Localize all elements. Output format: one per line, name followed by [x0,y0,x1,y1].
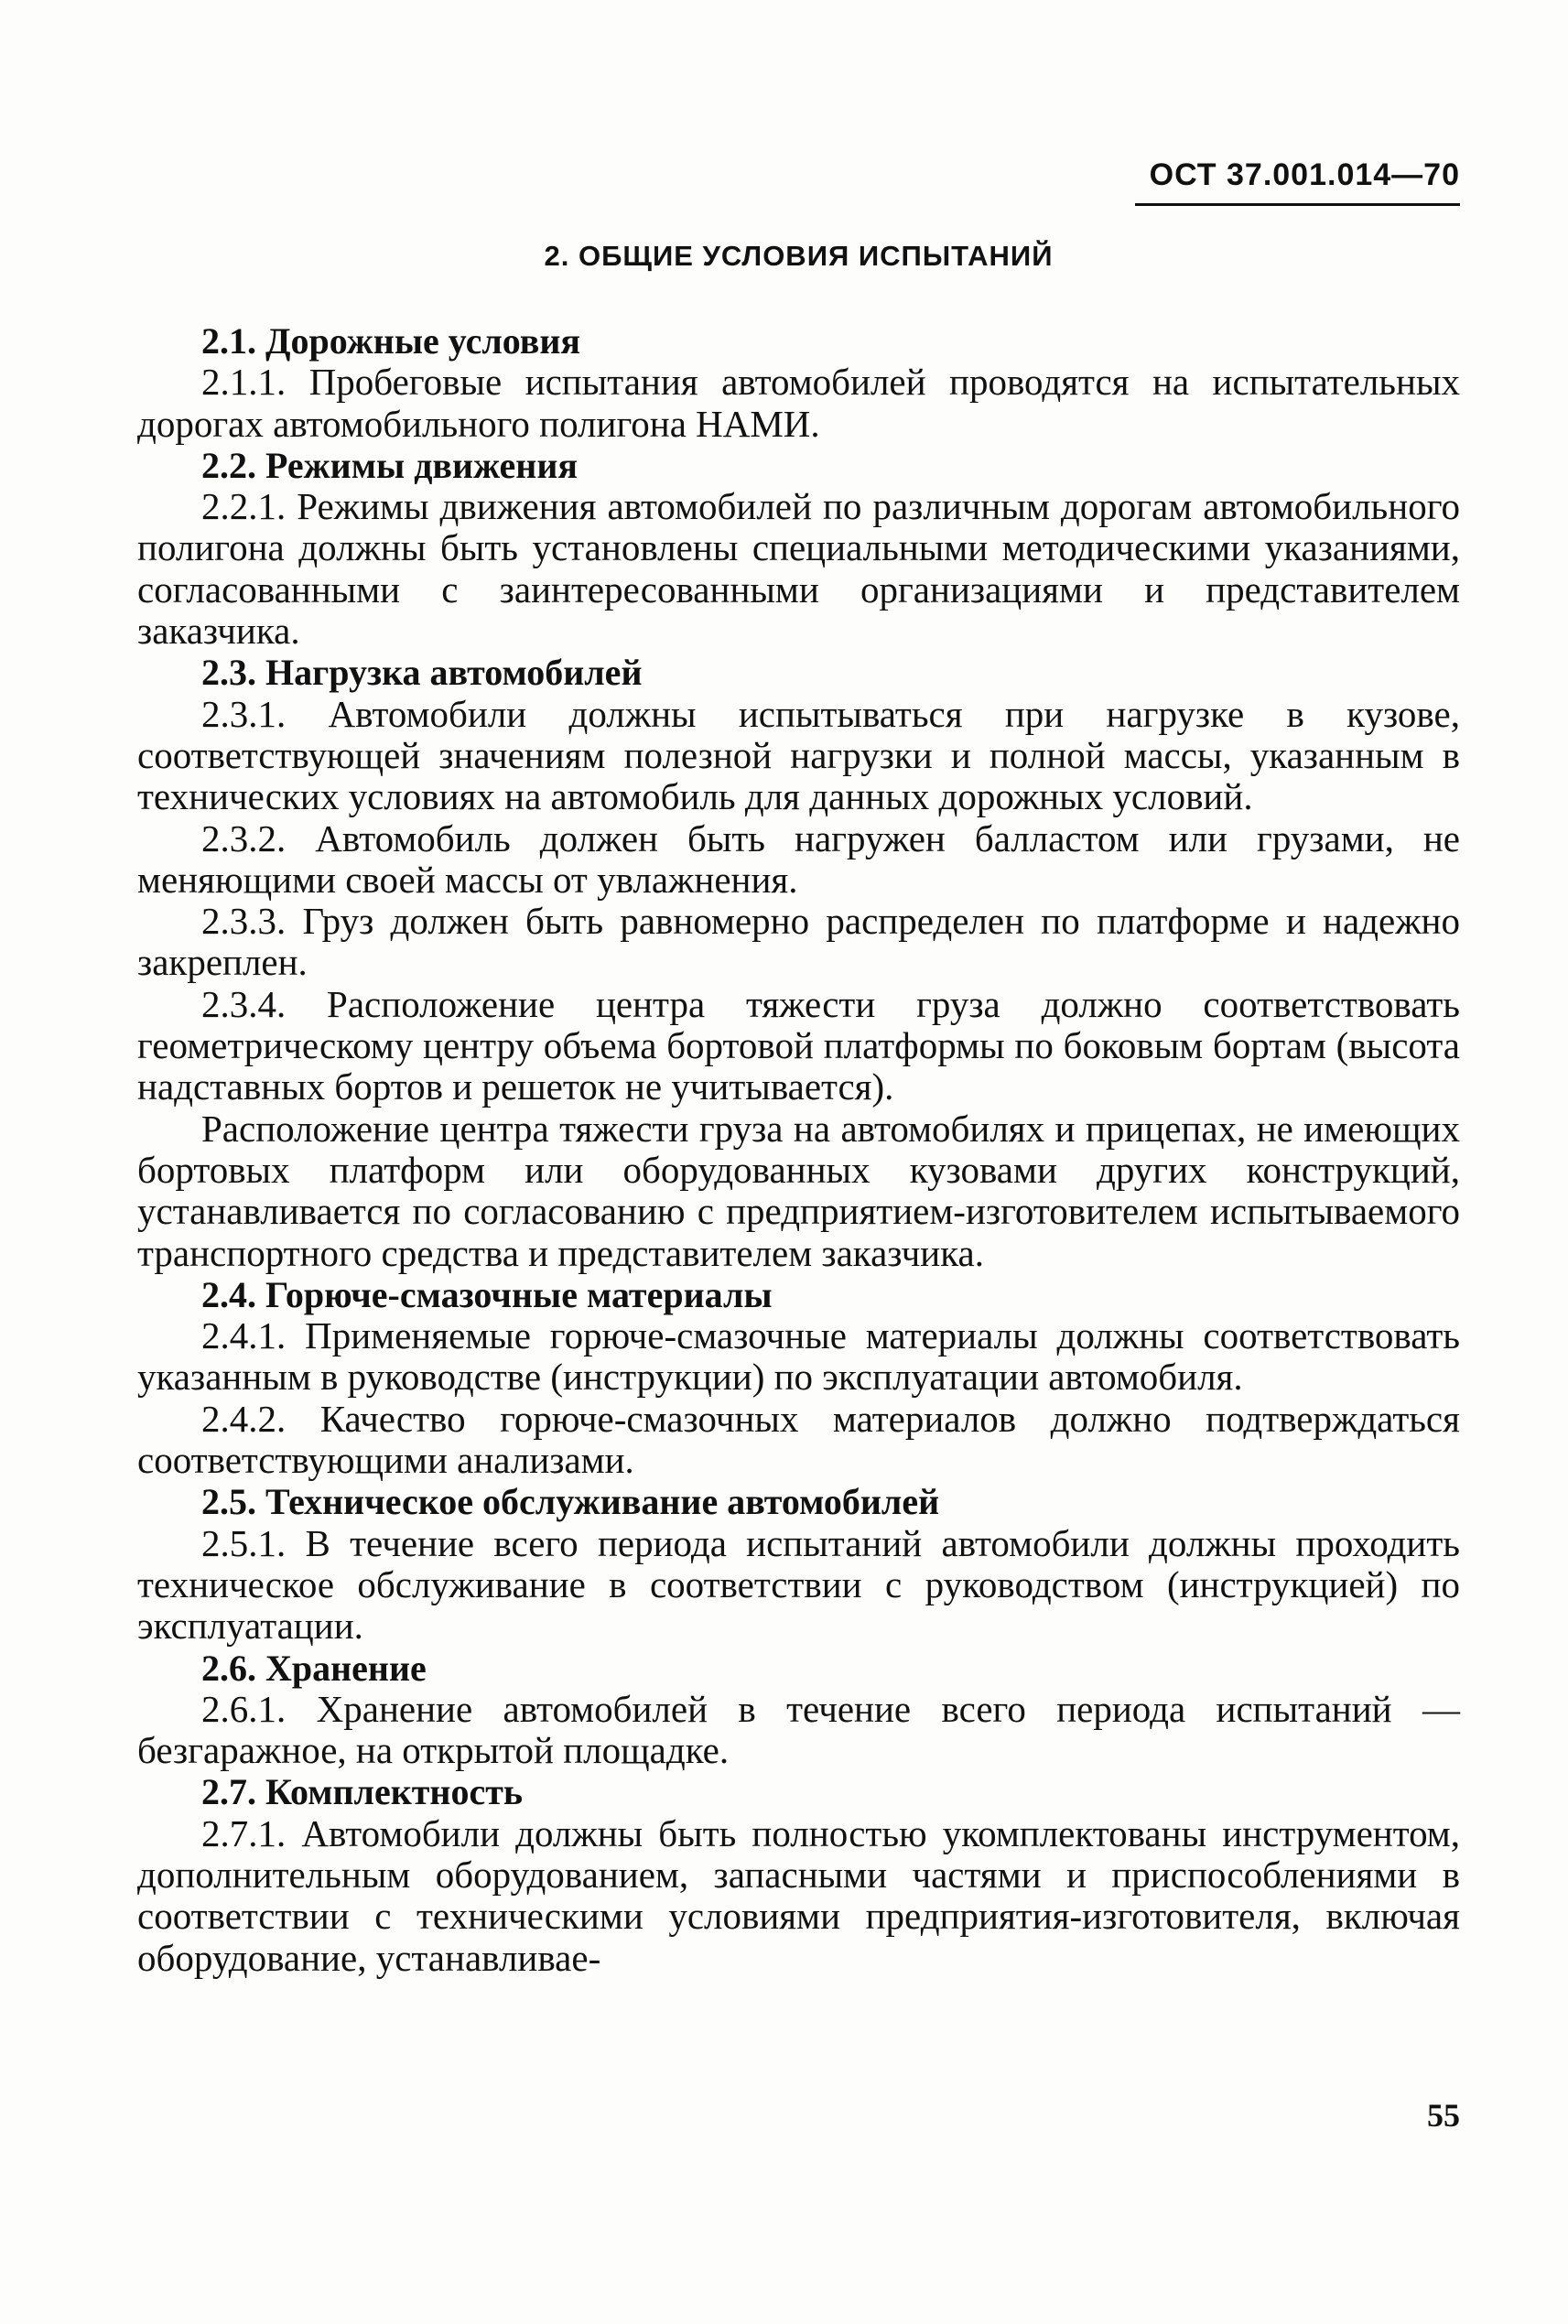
subsection-heading-2-2: 2.2. Режимы движения [201,444,579,486]
document-code: ОСТ 37.001.014—70 [1149,157,1460,192]
header-rule [1135,203,1460,206]
paragraph-2-4-1: 2.4.1. Применяемые горюче-смазочные материалы должны соответствовать указанным в руководстве (инструкции) по эксплуатации автомобиля. [137,1314,1460,1399]
paragraph-2-5-1: 2.5.1. В течение всего периода испытаний автомобили должны проходить техническое обслуживание в соответствии с руководством (инструкцией) по эксплуатации. [137,1521,1460,1648]
paragraph-2-4-2: 2.4.2. Качество горюче-смазочных материалов должно подтверждаться соответствующими анализами. [137,1397,1460,1482]
paragraph-2-6-1: 2.6.1. Хранение автомобилей в течение всего периода испытаний — безгаражное, на открытой площадке. [137,1687,1460,1772]
document-body [137,320,1460,1979]
subsection-heading-2-5: 2.5. Техническое обслуживание автомобилей [201,1481,940,1523]
subsection-heading-2-1: 2.1. Дорожные условия [201,320,581,362]
paragraph-2-7-1: 2.7.1. Автомобили должны быть полностью укомплектованы инструментом, дополнительным оборудованием, запасными частями и приспособлениями в соответствии с техническими условиями предприятия-изготовителя, включая оборудование, устанавливае- [137,1811,1460,1979]
paragraph-2-2-1: 2.2.1. Режимы движения автомобилей по различным дорогам автомобильного полигона должны быть установлены специальными методическими указаниями, согласованными с заинтересованными организациями и представителем заказчика. [137,485,1460,653]
subsection-heading-2-3: 2.3. Нагрузка автомобилей [201,652,643,694]
subsection-heading-2-4: 2.4. Горюче-смазочные материалы [201,1273,773,1315]
paragraph-2-3-2: 2.3.2. Автомобиль должен быть нагружен балластом или грузами, не меняющими своей массы от увлажнения. [137,816,1460,901]
section-title: 2. ОБЩИЕ УСЛОВИЯ ИСПЫТАНИЙ [544,240,1054,272]
paragraph-2-3-1: 2.3.1. Автомобили должны испытываться при нагрузке в кузове, соответствующей значениям полезной нагрузки и полной массы, указанным в технических условиях на автомобиль для данных дорожных условий. [137,692,1460,818]
paragraph-2-3-4: 2.3.4. Расположение центра тяжести груза должно соответствовать геометрическому центру объема бортовой платформы по боковым бортам (высота надставных бортов и решеток не учитывается). [137,982,1460,1108]
page-number: 55 [1427,2097,1460,2134]
subsection-heading-2-6: 2.6. Хранение [201,1647,427,1689]
paragraph-2-1-1: 2.1.1. Пробеговые испытания автомобилей проводятся на испытательных дорогах автомобильного полигона НАМИ. [137,361,1460,445]
paragraph-2-3-3: 2.3.3. Груз должен быть равномерно распределен по платформе и надежно закреплен. [137,900,1460,984]
subsection-heading-2-7: 2.7. Комплектность [201,1771,524,1813]
paragraph-2-3-4-note: Расположение центра тяжести груза на автомобилях и прицепах, не имеющих бортовых платформ или оборудованных кузовами других конструкций, устанавливается по согласованию с предприятием-изготовителем испытываемого транспортного средства и представителем заказчика. [137,1107,1460,1274]
